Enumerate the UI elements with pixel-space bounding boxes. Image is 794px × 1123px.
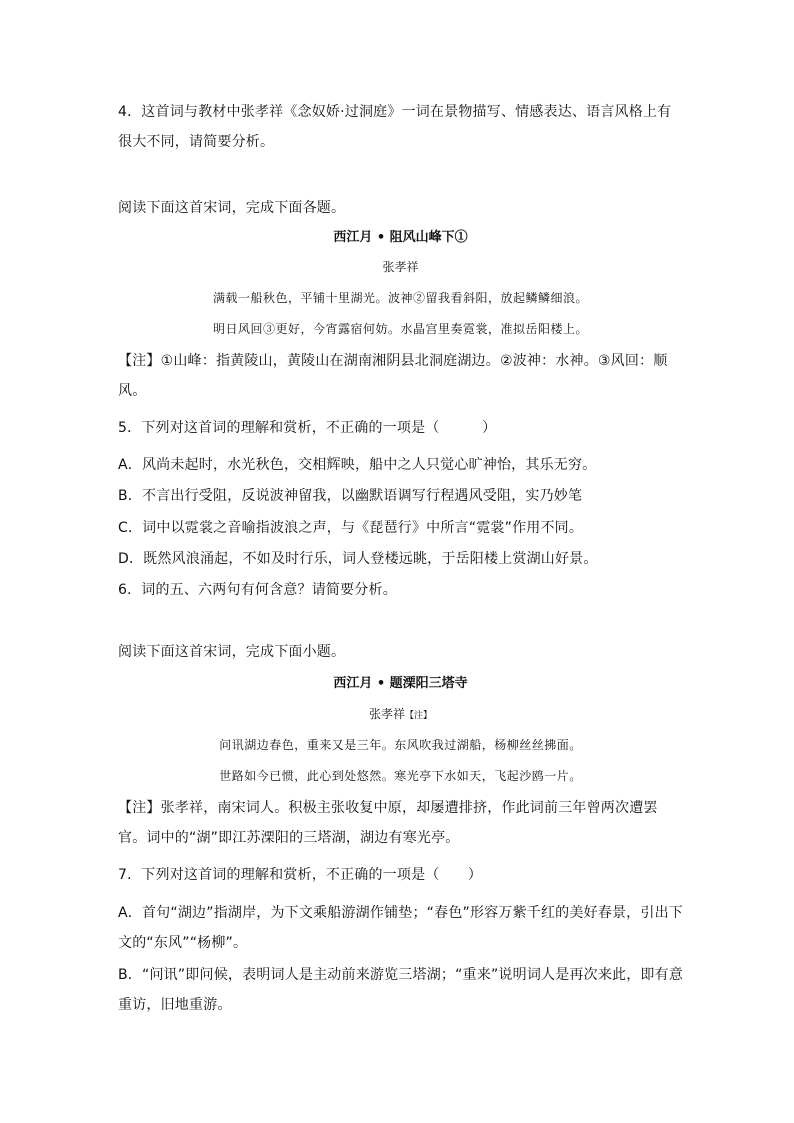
question-5-option-c: C．词中以霓裳之音喻指波浪之声，与《琵琶行》中所言“霓裳”作用不同。 (118, 520, 584, 536)
poem-verse-2-line-2: 世路如今已惯，此心到处悠然。寒光亭下水如天，飞起沙鸥一片。 (219, 769, 582, 783)
poem-verse-1-line-2: 明日风回③更好，今宵露宿何妨。水晶宫里奏霓裳，准拟岳阳楼上。 (212, 322, 588, 336)
poem-title-2: 西江月 • 题溧阳三塔寺 (333, 676, 468, 691)
question-6: 6．词的五、六两句有何含意？请简要分析。 (118, 582, 397, 598)
question-7-option-a: A．首句“湖边”指湖岸，为下文乘船游湖作铺垫；“春色”形容万紫千红的美好春景，引出下文的“东风”“杨柳”。 (118, 905, 683, 951)
reading-intro-1: 阅读下面这首宋词，完成下面各题。 (118, 200, 346, 216)
question-7-option-b: B．“问讯”即问候，表明词人是主动前来游览三塔湖；“重来”说明词人是再次来此，即有意重访，旧地重游。 (118, 967, 684, 1013)
question-5-option-b: B．不言出行受阻，反说波神留我，以幽默语调写行程遇风受阻，实乃妙笔 (118, 488, 583, 504)
poem-verse-2-line-1: 问讯湖边春色，重来又是三年。东风吹我过湖船，杨柳丝丝拂面。 (219, 738, 582, 752)
poem-author-2-name: 张孝祥 (368, 707, 405, 721)
poem-author-1: 张孝祥 (382, 260, 419, 274)
question-4: 4．这首词与教材中张孝祥《念奴娇·过洞庭》一词在景物描写、情感表达、语言风格上有很大不同，请简要分析。 (118, 104, 672, 150)
reading-intro-2: 阅读下面这首宋词，完成下面小题。 (118, 644, 346, 660)
poem-note-1: 【注】①山峰：指黄陵山，黄陵山在湖南湘阴县北洞庭湖边。②波神：水神。③风回：顺风。 (118, 353, 668, 399)
poem-title-1: 西江月 • 阻风山峰下① (333, 230, 468, 245)
question-5-option-d: D．既然风浪涌起，不如及时行乐，词人登楼远眺，于岳阳楼上赏湖山好景。 (118, 551, 598, 567)
question-5: 5．下列对这首词的理解和赏析，不正确的一项是（ ） (118, 420, 497, 436)
question-7: 7．下列对这首词的理解和赏析，不正确的一项是（ ） (118, 867, 483, 883)
poem-author-2-note-tag: 【注】 (405, 711, 433, 721)
question-5-option-a: A．风尚未起时，水光秋色，交相辉映，船中之人只觉心旷神怡，其乐无穷。 (118, 457, 597, 473)
poem-author-2 (118, 703, 683, 727)
poem-verse-1-line-1: 满载一船秋色，平铺十里湖光。波神②留我看斜阳，放起鳞鳞细浪。 (212, 291, 588, 305)
poem-note-2: 【注】张孝祥，南宋词人。积极主张收复中原，却屡遭排挤，作此词前三年曾两次遭罢官。词中的“湖”即江苏溧阳的三塔湖，湖边有寒光亭。 (118, 800, 658, 846)
